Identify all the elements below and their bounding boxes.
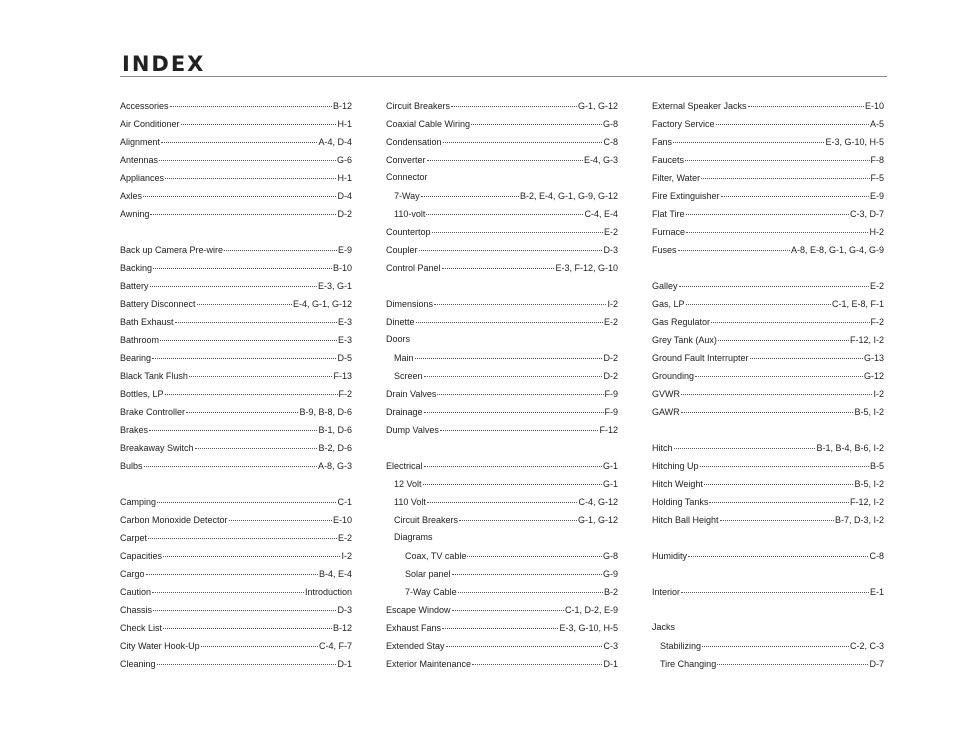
dot-leader xyxy=(181,112,337,125)
index-entry-label: Dinette xyxy=(386,317,415,327)
index-entry-page: F-8 xyxy=(870,155,884,165)
index-entry-label: Alignment xyxy=(120,137,161,147)
index-entry-page: H-2 xyxy=(869,227,884,237)
index-entry-page: D-7 xyxy=(869,659,884,669)
index-entry-page: E-10 xyxy=(332,515,352,525)
dot-leader xyxy=(424,364,603,377)
index-entry-label: Bearing xyxy=(120,353,152,363)
index-entry-page: C-1 xyxy=(337,497,352,507)
index-entry-label: Tire Changing xyxy=(660,659,717,669)
index-entry-page: G-13 xyxy=(863,353,884,363)
dot-leader xyxy=(165,166,336,179)
index-entry-page: E-2 xyxy=(869,281,884,291)
index-entry-page: E-9 xyxy=(337,245,352,255)
index-entry-label: Circuit Breakers xyxy=(394,515,459,525)
dot-leader xyxy=(711,310,869,323)
page-title: INDEX xyxy=(122,52,206,76)
index-entry-label: Dimensions xyxy=(386,299,434,309)
dot-leader xyxy=(702,634,849,647)
index-entry-page: D-2 xyxy=(337,209,352,219)
dot-leader xyxy=(471,112,602,125)
index-entry-label: Condensation xyxy=(386,137,442,147)
index-entry-page: D-3 xyxy=(337,605,352,615)
dot-leader xyxy=(159,148,336,161)
index-entry-label: Capacities xyxy=(120,551,163,561)
index-entry-label: Exterior Maintenance xyxy=(386,659,472,669)
index-entry-label: 110-volt xyxy=(394,209,426,219)
index-entry-page: A-8, G-3 xyxy=(317,461,352,471)
dot-leader xyxy=(434,526,617,538)
index-entry-page: C-3 xyxy=(603,641,618,651)
dot-leader xyxy=(148,526,337,539)
index-entry-page: E-10 xyxy=(864,101,884,111)
index-entry-label: Connector xyxy=(386,172,428,182)
index-entry-label: Antennas xyxy=(120,155,159,165)
index-entry-label: Axles xyxy=(120,191,143,201)
dot-leader xyxy=(442,256,555,269)
index-entry-page: D-2 xyxy=(603,371,618,381)
dot-leader xyxy=(437,382,603,395)
index-entry-page: H-1 xyxy=(337,173,352,183)
index-entry-label: Black Tank Flush xyxy=(120,371,188,381)
index-entry-label: Factory Service xyxy=(652,119,715,129)
index-entry-page: E-4, G-3 xyxy=(583,155,618,165)
index-entry-label: GVWR xyxy=(652,389,680,399)
dot-leader xyxy=(686,202,849,215)
index-entry-page: I-2 xyxy=(341,551,352,561)
index-entry-label: Control Panel xyxy=(386,263,441,273)
index-entry-page: F-5 xyxy=(870,173,884,183)
dot-leader xyxy=(424,400,604,413)
index-entry-label: Circuit Breakers xyxy=(386,101,451,111)
index-entry-label: Countertop xyxy=(386,227,431,237)
index-column-2 xyxy=(386,96,618,672)
index-entry-page: B-5, I-2 xyxy=(854,479,884,489)
index-entry-label: Gas Regulator xyxy=(652,317,711,327)
index-entry-page: E-2 xyxy=(337,533,352,543)
dot-leader xyxy=(681,580,869,593)
index-entry-page: G-1 xyxy=(602,461,618,471)
index-entry-label: Hitch Ball Height xyxy=(652,515,719,525)
dot-leader xyxy=(426,202,583,215)
index-entry-label: Grounding xyxy=(652,371,695,381)
index-entry-label: Doors xyxy=(386,334,411,344)
dot-leader xyxy=(673,130,824,143)
index-entry-page: C-8 xyxy=(869,551,884,561)
index-entry-page: B-9, B-8, D-6 xyxy=(299,407,352,417)
dot-leader xyxy=(175,310,337,323)
index-entry-label: Air Conditioner xyxy=(120,119,180,129)
dot-leader xyxy=(153,598,336,611)
dot-leader xyxy=(653,526,883,538)
index-entry-page: E-9 xyxy=(869,191,884,201)
dot-leader xyxy=(681,382,872,395)
dot-leader xyxy=(189,364,333,377)
index-entry-label: Back up Camera Pre-wire xyxy=(120,245,224,255)
dot-leader xyxy=(163,616,332,629)
dot-leader xyxy=(452,562,602,575)
dot-leader xyxy=(653,562,883,574)
index-entry-page: C-4, G-12 xyxy=(578,497,618,507)
dot-leader xyxy=(440,418,599,431)
index-entry-label: Electrical xyxy=(386,461,423,471)
dot-leader xyxy=(186,400,298,413)
index-entry-label: External Speaker Jacks xyxy=(652,101,747,111)
index-entry-page: G-6 xyxy=(336,155,352,165)
index-entry-label: Cargo xyxy=(120,569,145,579)
index-entry-label: Fire Extinguisher xyxy=(652,191,720,201)
index-entry-page: E-2 xyxy=(603,227,618,237)
dot-leader xyxy=(434,292,606,305)
index-entry-label: Breakaway Switch xyxy=(120,443,194,453)
index-entry-label: Brake Controller xyxy=(120,407,186,417)
dot-leader xyxy=(674,436,816,449)
index-entry xyxy=(386,654,618,672)
dot-leader xyxy=(146,562,318,575)
index-entry-page: C-8 xyxy=(603,137,618,147)
dot-leader xyxy=(432,220,603,233)
dot-leader xyxy=(653,256,883,268)
index-entry-page: G-12 xyxy=(863,371,884,381)
dot-leader xyxy=(121,472,351,484)
index-entry-page: B-2 xyxy=(603,587,618,597)
dot-leader xyxy=(416,310,603,323)
dot-leader xyxy=(686,220,868,233)
index-entry-label: Appliances xyxy=(120,173,165,183)
index-entry-label: Carpet xyxy=(120,533,148,543)
index-entry-page: F-2 xyxy=(870,317,884,327)
index-entry-label: Brakes xyxy=(120,425,149,435)
dot-leader xyxy=(704,472,854,485)
index-entry-label: Caution xyxy=(120,587,152,597)
index-entry-page: G-9 xyxy=(602,569,618,579)
index-entry-page: B-12 xyxy=(332,623,352,633)
dot-leader xyxy=(150,274,317,287)
index-entry-page: D-3 xyxy=(603,245,618,255)
index-entry-label: Fans xyxy=(652,137,673,147)
index-entry-label: 7-Way Cable xyxy=(405,587,457,597)
index-entry-page: B-10 xyxy=(332,263,352,273)
index-entry-page: F-12, I-2 xyxy=(849,335,884,345)
index-entry-label: Bottles, LP xyxy=(120,389,164,399)
dot-leader xyxy=(446,634,603,647)
index-entry-label: Fuses xyxy=(652,245,677,255)
index-entry-page: B-5, I-2 xyxy=(854,407,884,417)
index-entry-page: F-2 xyxy=(338,389,352,399)
dot-leader xyxy=(716,112,869,125)
index-entry-page: G-8 xyxy=(602,551,618,561)
dot-leader xyxy=(443,130,603,143)
dot-leader xyxy=(387,436,617,448)
dot-leader xyxy=(720,508,834,521)
index-entry-page: E-3, G-1 xyxy=(317,281,352,291)
index-entry-page: G-1, G-12 xyxy=(577,101,618,111)
dot-leader xyxy=(442,616,558,629)
dot-leader xyxy=(165,382,338,395)
dot-leader xyxy=(653,418,883,430)
dot-leader xyxy=(653,598,883,610)
index-entry-label: Hitching Up xyxy=(652,461,699,471)
index-entry-label: Interior xyxy=(652,587,681,597)
dot-leader xyxy=(157,652,337,665)
dot-leader xyxy=(423,472,602,485)
index-entry-page: E-3 xyxy=(337,335,352,345)
dot-leader xyxy=(750,346,863,359)
index-entry-label: Solar panel xyxy=(405,569,451,579)
dot-leader xyxy=(160,328,337,341)
dot-leader xyxy=(150,202,336,215)
dot-leader xyxy=(161,130,317,143)
index-entry-page: E-3, G-10, H-5 xyxy=(825,137,884,147)
index-column-3 xyxy=(652,96,884,672)
index-entry-label: Holding Tanks xyxy=(652,497,709,507)
index-entry-label: Accessories xyxy=(120,101,169,111)
dot-leader xyxy=(144,454,317,467)
index-entry-page: D-1 xyxy=(603,659,618,669)
index-entry-label: Battery Disconnect xyxy=(120,299,196,309)
index-entry-page: F-12 xyxy=(599,425,618,435)
index-entry-page: E-3, F-12, G-10 xyxy=(555,263,618,273)
index-entry-label: Coax, TV cable xyxy=(405,551,467,561)
index-entry-page: C-3, D-7 xyxy=(849,209,884,219)
dot-leader xyxy=(195,436,318,449)
index-entry-label: Filter, Water xyxy=(652,173,701,183)
index-entry-label: Galley xyxy=(652,281,678,291)
dot-leader xyxy=(419,238,603,251)
index-entry-label: 7-Way xyxy=(394,191,420,201)
index-entry-label: Jacks xyxy=(652,622,676,632)
dot-leader xyxy=(152,580,304,593)
dot-leader xyxy=(718,328,849,341)
index-entry xyxy=(120,654,352,672)
index-entry-page: I-2 xyxy=(873,389,884,399)
dot-leader xyxy=(458,580,603,593)
dot-leader xyxy=(153,256,332,269)
index-entry-label: GAWR xyxy=(652,407,680,417)
index-entry-page: I-2 xyxy=(607,299,618,309)
index-entry-page: F-13 xyxy=(333,371,352,381)
index-entry-page: A-4, D-4 xyxy=(318,137,352,147)
index-entry-page: B-4, E-4 xyxy=(318,569,352,579)
index-entry-label: Camping xyxy=(120,497,157,507)
index-entry-label: Exhaust Fans xyxy=(386,623,442,633)
index-entry-label: Escape Window xyxy=(386,605,451,615)
index-entry-page: C-1, E-8, F-1 xyxy=(831,299,884,309)
title-rule xyxy=(120,76,887,77)
index-entry-page: B-2, E-4, G-1, G-9, G-12 xyxy=(519,191,618,201)
index-entry-label: Chassis xyxy=(120,605,153,615)
dot-leader xyxy=(121,220,351,232)
dot-leader xyxy=(686,292,831,305)
dot-leader xyxy=(387,274,617,286)
index-entry-page: F-12, I-2 xyxy=(849,497,884,507)
index-entry-page: G-1 xyxy=(602,479,618,489)
index-entry-page: B-7, D-3, I-2 xyxy=(834,515,884,525)
index-entry-page: B-12 xyxy=(332,101,352,111)
index-entry-page: H-1 xyxy=(337,119,352,129)
index-entry-page: E-3, G-10, H-5 xyxy=(559,623,618,633)
dot-leader xyxy=(152,346,336,359)
index-entry-page: Introduction xyxy=(304,587,352,597)
index-entry-label: City Water Hook-Up xyxy=(120,641,200,651)
index-entry-label: Hitch Weight xyxy=(652,479,703,489)
index-entry-label: Stabilizing xyxy=(660,641,702,651)
dot-leader xyxy=(157,490,336,503)
index-entry-label: Furnace xyxy=(652,227,686,237)
dot-leader xyxy=(709,490,849,503)
index-entry-page: C-1, D-2, E-9 xyxy=(564,605,618,615)
dot-leader xyxy=(459,508,577,521)
dot-leader xyxy=(685,148,869,161)
dot-leader xyxy=(678,238,790,251)
index-entry-label: Bulbs xyxy=(120,461,143,471)
index-entry-label: Backing xyxy=(120,263,153,273)
dot-leader xyxy=(676,616,883,628)
index-entry-page: F-9 xyxy=(604,407,618,417)
index-entry-page: B-1, B-4, B-6, I-2 xyxy=(816,443,884,453)
dot-leader xyxy=(170,94,332,107)
index-entry-page: E-4, G-1, G-12 xyxy=(292,299,352,309)
dot-leader xyxy=(415,346,603,359)
index-entry-page: C-4, F-7 xyxy=(318,641,352,651)
index-entry-label: Ground Fault Interrupter xyxy=(652,353,749,363)
index-entry-label: Gas, LP xyxy=(652,299,685,309)
index-entry-label: Coupler xyxy=(386,245,418,255)
index-entry-label: Humidity xyxy=(652,551,688,561)
dot-leader xyxy=(197,292,292,305)
dot-leader xyxy=(429,166,617,178)
index-entry-page: C-4, E-4 xyxy=(584,209,618,219)
index-entry-label: Coaxial Cable Wiring xyxy=(386,119,471,129)
index-entry xyxy=(652,654,884,672)
index-entry-page: C-2, C-3 xyxy=(849,641,884,651)
index-entry-label: 12 Volt xyxy=(394,479,422,489)
dot-leader xyxy=(695,364,863,377)
index-entry-label: Converter xyxy=(386,155,426,165)
index-entry-label: Cleaning xyxy=(120,659,156,669)
dot-leader xyxy=(717,652,868,665)
dot-leader xyxy=(427,490,578,503)
index-entry-label: Grey Tank (Aux) xyxy=(652,335,717,345)
index-entry-page: B-1, D-6 xyxy=(318,425,352,435)
dot-leader xyxy=(427,148,583,161)
dot-leader xyxy=(421,184,519,197)
index-entry-label: Bathroom xyxy=(120,335,160,345)
index-entry-page: G-8 xyxy=(602,119,618,129)
dot-leader xyxy=(229,508,332,521)
index-entry-label: Awning xyxy=(120,209,150,219)
dot-leader xyxy=(411,328,617,340)
dot-leader xyxy=(688,544,868,557)
index-entry-label: Drainage xyxy=(386,407,423,417)
dot-leader xyxy=(224,238,337,251)
index-entry-label: Battery xyxy=(120,281,149,291)
dot-leader xyxy=(149,418,317,431)
index-entry-page: E-1 xyxy=(869,587,884,597)
index-entry-page: B-2, D-6 xyxy=(318,443,352,453)
index-entry-page: F-9 xyxy=(604,389,618,399)
index-entry-label: Screen xyxy=(394,371,423,381)
dot-leader xyxy=(163,544,340,557)
dot-leader xyxy=(700,454,869,467)
dot-leader xyxy=(681,400,854,413)
index-entry-label: Drain Valves xyxy=(386,389,437,399)
index-entry-page: D-1 xyxy=(337,659,352,669)
dot-leader xyxy=(467,544,602,557)
dot-leader xyxy=(451,94,577,107)
index-entry-label: Hitch xyxy=(652,443,673,453)
dot-leader xyxy=(424,454,602,467)
index-entry-label: Flat Tire xyxy=(652,209,685,219)
dot-leader xyxy=(701,166,869,179)
index-entry-page: E-2 xyxy=(603,317,618,327)
dot-leader xyxy=(143,184,336,197)
index-entry-label: Faucets xyxy=(652,155,685,165)
dot-leader xyxy=(452,598,564,611)
index-entry-page: A-5 xyxy=(869,119,884,129)
dot-leader xyxy=(472,652,602,665)
dot-leader xyxy=(679,274,869,287)
index-entry-label: Bath Exhaust xyxy=(120,317,174,327)
index-entry-page: B-5 xyxy=(869,461,884,471)
index-entry-page: D-2 xyxy=(603,353,618,363)
index-entry-label: Dump Valves xyxy=(386,425,439,435)
index-column-1 xyxy=(120,96,352,672)
dot-leader xyxy=(748,94,864,107)
index-entry-label: Extended Stay xyxy=(386,641,445,651)
index-entry-page: E-3 xyxy=(337,317,352,327)
index-entry-page: D-4 xyxy=(337,191,352,201)
index-entry-label: 110 Volt xyxy=(394,497,426,507)
dot-leader xyxy=(721,184,869,197)
index-entry-label: Diagrams xyxy=(394,532,433,542)
dot-leader xyxy=(201,634,318,647)
index-entry-label: Check List xyxy=(120,623,163,633)
index-entry-label: Main xyxy=(394,353,414,363)
index-entry-page: G-1, G-12 xyxy=(577,515,618,525)
index-entry-label: Carbon Monoxide Detector xyxy=(120,515,228,525)
index-entry-page: D-5 xyxy=(337,353,352,363)
index-entry-page: A-8, E-8, G-1, G-4, G-9 xyxy=(790,245,884,255)
